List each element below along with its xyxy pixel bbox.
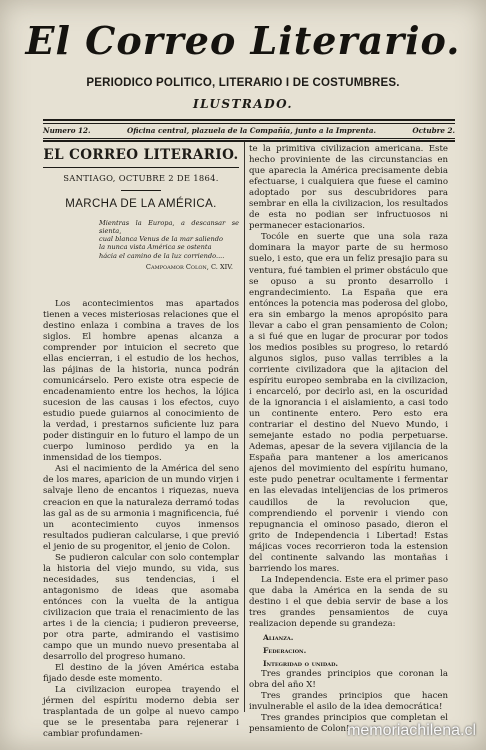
article-paragraph: te la primitiva civilizacion americana. Este hecho proviniente de las circunstancias en que aparecia la América precisamente debia efectuarse, i cualquiera que fuese el camino adoptado por sus descubridores para sembrar en ella la civilizacion, los resultados de esta no podian ser infructuosos ni permanecer estacionarios. <box>249 144 448 232</box>
newspaper-title: El Correo Literario. <box>25 18 461 63</box>
epigraph-line: hácia el camino de la luz corriendo.... <box>99 251 225 260</box>
article-paragraph: Tocóle en suerte que una sola raza dominara la mayor parte de su hermoso suelo, i esto, que era un feliz presajio para su ventura, fué tambien el primer obstáculo que se opuso a su pronto desarrollo i engrandecimiento. La España que era entónces la potencia mas poderosa del globo, era sin embargo la menos apropósito para llevar a cabo el gran pensamiento de Colon; a si fué que en lugar de procurar por todos los medios posibles su progreso, lo retardó algunos siglos, puso vallas terribles a la corriente civilizadora que la ajitacion del espíritu europeo sembraba en la civilizacion, i encarceló, por decirlo asi, en la oscuridad de la ignorancia i el aislamiento, a casi todo un continente entero. Pero esto era contrariar el destino del Nuevo Mundo, i semejante estado no podia perpetuarse. Ademas, apesar de la severa vijilancia de la España para mantener a los americanos ajenos del movimiento del espíritu humano, este pudo penetrar ocultamente i fermentar en las elevadas intelijencias de los primeros caudillos de la revolucion que, comprendiendo el porvenir i viendo con repugnancia el ominoso pasado, dieron el grito de Independencia i Libertad! Estas májicas voces recorrieron toda la estension del continente salvando las montañas i barriendo los mares. <box>249 232 448 574</box>
right-column <box>249 144 448 735</box>
epigraph-line: cual blanca Venus de la mar saliendo <box>99 235 223 244</box>
header-rule-bottom <box>43 140 455 142</box>
illustrated-label: ILUSTRADO. <box>192 97 294 111</box>
issue-date: Octubre 2. <box>412 126 455 135</box>
column-divider <box>244 142 245 712</box>
article-paragraph: El destino de la jóven América estaba fijado desde este momento. <box>43 663 239 685</box>
issue-number: Numero 12. <box>43 126 91 135</box>
article-paragraph: Tres grandes principios que hacen invulnerable el asilo de la idea democrática! <box>249 691 448 713</box>
article-paragraph: La civilizacion europea trayendo el jérmen del espíritu moderno debia ser trasplantada de un golpe al nuevo campo que se le presentaba para rejenerar i cambiar profundamen- <box>43 685 239 740</box>
article-paragraph: Se pudieron calcular con solo contemplar la historia del viejo mundo, su vida, sus necesidades, sus tendencias, i el antagonismo de ideas que asomaba entónces con la vuelta de la antigua civilizacion que traia el renacimiento de las artes i de la ciencia; i pudieron preveerse, por otra parte, admirando el vastisimo campo que un mundo nuevo presentaba al desarrollo del progreso humano. <box>43 552 239 663</box>
epigraph <box>99 219 239 259</box>
office-address: Oficina central, plazuela de la Compañía, junto a la Imprenta. <box>126 126 376 135</box>
dateline-rule <box>121 190 161 191</box>
header-rule-top <box>43 119 455 121</box>
header-rule-bottom-thin <box>43 138 455 139</box>
dateline: SANTIAGO, OCTUBRE 2 DE 1864. <box>63 173 219 184</box>
article-paragraph: Tres grandes principios que coronan la obra del año X! <box>249 669 448 691</box>
epigraph-line: la nunca vista América se ostenta <box>99 243 212 252</box>
epigraph-source: Campoamor Colon, C. XIV. <box>145 262 233 271</box>
issue-info-row <box>43 126 455 135</box>
watermark: memoriachilena.cl <box>347 722 476 739</box>
heading-rule <box>43 167 239 168</box>
principle-item: Alianza. <box>263 633 294 643</box>
principle-item: Integridad o unidad. <box>263 659 339 669</box>
header-rule-top-thin <box>43 123 455 124</box>
article-paragraph: Tres grandes principios que completan el pensamiento de Colon! <box>249 713 448 735</box>
article-paragraph: La Independencia. Este era el primer paso que daba la América en la senda de su destino i el que debia servir de base a los tres grandes pensamientos de cuya realizacion depende su grandeza: <box>249 574 448 630</box>
epigraph-line: Mientras la Europa, a descansar se sienta, <box>99 219 239 236</box>
newspaper-subtitle: PERIODICO POLITICO, LITERARIO I DE COSTUMBRES. <box>86 77 400 89</box>
article-paragraph: Asi el nacimiento de la América del seno de los mares, aparicion de un mundo virjen i salvaje lleno de encantos i riquezas, nueva creacion en que la naturaleza derramó todas las gal as de su armonia i magnificencia, fué un acontecimiento cuyos inmensos resultados pudieran calcularse, i que previó el jenio de su progenitor, el jenio de Colon. <box>43 464 239 552</box>
article-title: MARCHA DE LA AMÉRICA. <box>65 198 217 211</box>
article-paragraph: Los acontecimientos mas apartados tienen a veces misteriosas relaciones que el destino enlaza i combina a traves de los siglos. El hombre apenas alcanza a comprender por intuicion el secreto que ellas encierran, i el estudio de los hechos, las pájinas de la historia, nunca podrán comunicárselo. Pero existe otra especie de encadenamiento entre los hechos, la lójica sucesion de las causas i los efectos, cuyo estudio puede guiarnos al conocimiento de la verdad, i prestarnos suficiente luz para poder distinguir en lo futuro el lampo de un cuerpo luminoso perdido ya en la inmensidad de los tiempos. <box>43 298 239 464</box>
left-column <box>43 144 239 741</box>
paper-name-heading: EL CORREO LITERARIO. <box>43 147 239 163</box>
principle-item: Federacion. <box>263 646 307 656</box>
